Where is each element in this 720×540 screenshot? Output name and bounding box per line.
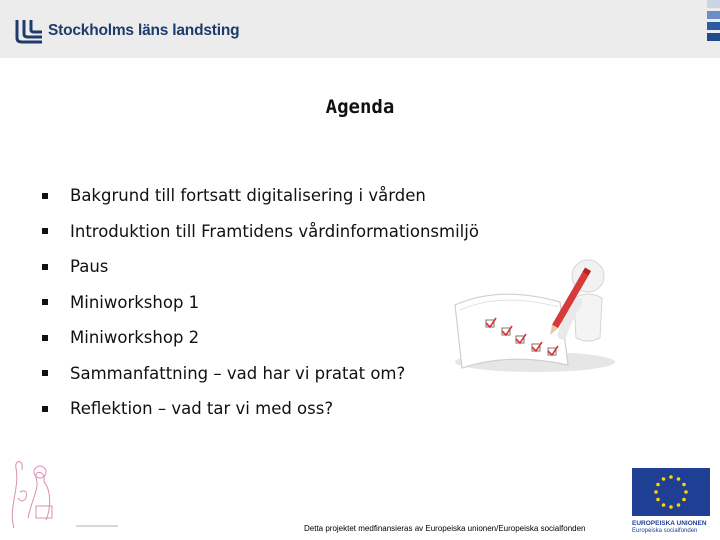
agenda-item: Miniworkshop 1 <box>42 285 479 321</box>
eu-star <box>684 490 688 494</box>
sketch-illustration <box>6 448 126 538</box>
logo-text: Stockholms läns landsting <box>48 22 240 39</box>
agenda-list <box>42 178 479 427</box>
eu-star <box>677 477 681 481</box>
eu-star <box>656 498 660 502</box>
bullet-icon <box>42 193 48 199</box>
agenda-item: Paus <box>42 249 479 285</box>
slide-title: Agenda <box>325 96 395 118</box>
eu-logo <box>632 468 712 535</box>
eu-sub-label: Europeiska socialfonden <box>632 528 698 534</box>
agenda-item: Sammanfattning – vad har vi pratat om? <box>42 356 479 392</box>
eu-star <box>662 477 666 481</box>
eu-star <box>682 483 686 487</box>
eu-star <box>662 503 666 507</box>
sll-logo-icon <box>14 18 44 44</box>
agenda-item: Miniworkshop 2 <box>42 320 479 356</box>
eu-star <box>669 505 673 509</box>
sll-logo <box>14 18 239 44</box>
eu-flag-icon <box>632 468 710 516</box>
bullet-icon <box>42 370 48 376</box>
bullet-icon <box>42 335 48 341</box>
agenda-item: Bakgrund till fortsatt digitalisering i vården <box>42 178 479 214</box>
eu-star <box>669 475 673 479</box>
bullet-icon <box>42 264 48 270</box>
bullet-icon <box>42 299 48 305</box>
slide-header <box>0 0 720 58</box>
eu-star <box>682 498 686 502</box>
header-decoration <box>707 0 720 44</box>
eu-star <box>677 503 681 507</box>
agenda-item: Introduktion till Framtidens vårdinformationsmiljö <box>42 214 479 250</box>
agenda-item: Reflektion – vad tar vi med oss? <box>42 391 479 427</box>
eu-label: EUROPEISKA UNIONEN <box>632 520 707 527</box>
funding-statement: Detta projektet medfinansieras av Europeiska unionen/Europeiska socialfonden <box>304 524 586 533</box>
eu-star <box>656 483 660 487</box>
checklist-figure-illustration <box>440 250 620 380</box>
eu-star <box>654 490 658 494</box>
bullet-icon <box>42 406 48 412</box>
bullet-icon <box>42 228 48 234</box>
